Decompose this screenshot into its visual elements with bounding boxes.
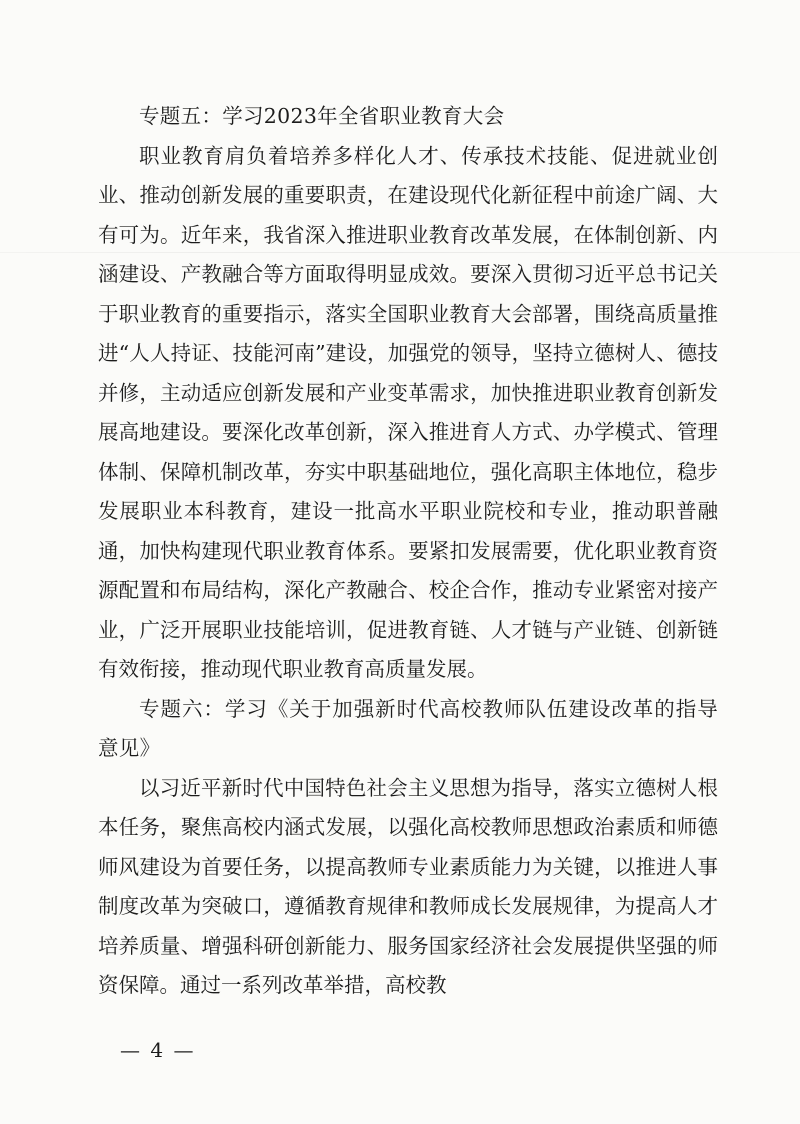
section-6-paragraph: 以习近平新时代中国特色社会主义思想为指导，落实立德树人根本任务，聚焦高校内涵式发展，以强化高校教师思想政治素质和师德师风建设为首要任务，以提高教师专业素质能力为关键，以推进人事制度改革为突破口，遵循教育规律和教师成长发展规律，为提高人才培养质量、增强科研创新能力、服务国家经济社会发展提供坚强的师资保障。通过一系列改革举措，高校教 bbox=[98, 775, 718, 997]
page-number: — 4 — bbox=[120, 1038, 196, 1062]
section-heading-5: 专题五：学习2023年全省职业教育大会 bbox=[139, 104, 505, 128]
document-body bbox=[98, 97, 718, 1006]
section-heading-6: 专题六：学习《关于加强新时代高校教师队伍建设改革的指导意见》 bbox=[98, 696, 718, 760]
section-5-paragraph: 职业教育肩负着培养多样化人才、传承技术技能、促进就业创业、推动创新发展的重要职责，在建设现代化新征程中前途广阔、大有可为。近年来，我省深入推进职业教育改革发展，在体制创新、内涵建设、产教融合等方面取得明显成效。要深入贯彻习近平总书记关于职业教育的重要指示，落实全国职业教育大会部署，围绕高质量推进“人人持证、技能河南”建设，加强党的领导，坚持立德树人、德技并修，主动适应创新发展和产业变革需求，加快推进职业教育创新发展高地建设。要深化改革创新，深入推进育人方式、办学模式、管理体制、保障机制改革，夯实中职基础地位，强化高职主体地位，稳步发展职业本科教育，建设一批高水平职业院校和专业，推动职普融通，加快构建现代职业教育体系。要紧扣发展需要，优化职业教育资源配置和布局结构，深化产教融合、校企合作，推动专业紧密对接产业，广泛开展职业技能培训，促进教育链、人才链与产业链、创新链有效衔接，推动现代职业教育高质量发展。 bbox=[98, 143, 718, 681]
